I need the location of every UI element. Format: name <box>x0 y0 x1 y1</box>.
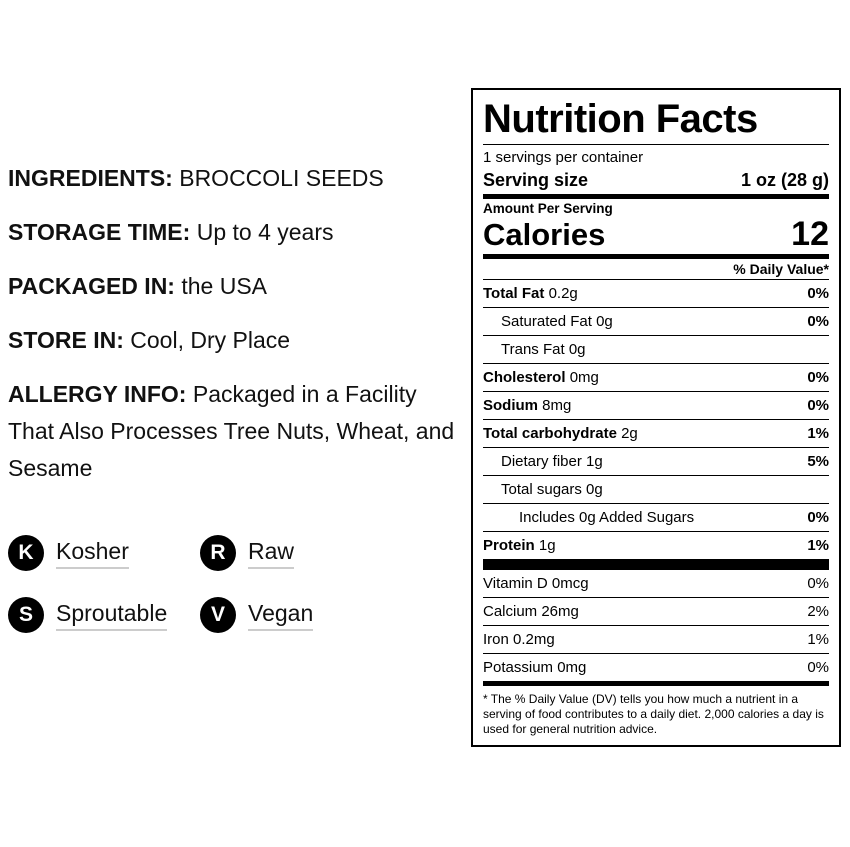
servings-per-container: 1 servings per container <box>483 149 644 166</box>
badge-label-raw: Raw <box>248 538 294 569</box>
nutrient-pct-dietary-fiber: 5% <box>807 453 829 470</box>
daily-value-footnote: * The % Daily Value (DV) tells you how much a nutrient in a serving of food contributes to a daily diet. 2,000 calories a day is used for general nutrition advice. <box>483 692 824 736</box>
calories-value: 12 <box>791 215 829 253</box>
badge-vegan <box>200 597 320 633</box>
nutrient-row-added-sugars <box>483 504 829 531</box>
info-label-store-in: STORE IN: <box>8 327 124 353</box>
nutrient-name-dietary-fiber: Dietary fiber 1g <box>501 453 603 470</box>
micronutrient-row-potassium <box>483 654 829 681</box>
nutrient-name-trans-fat: Trans Fat 0g <box>501 341 586 358</box>
info-value-ingredients: BROCCOLI SEEDS <box>179 165 384 191</box>
nutrient-name-total-sugars: Total sugars 0g <box>501 481 603 498</box>
product-info-panel <box>8 160 468 511</box>
nutrient-pct-total-fat: 0% <box>807 285 829 302</box>
sproutable-badge-icon: S <box>8 597 44 633</box>
info-value-storage-time: Up to 4 years <box>196 219 334 245</box>
nutrient-name-protein: Protein 1g <box>483 537 556 554</box>
info-line-store-in <box>8 322 468 359</box>
serving-size-row <box>483 169 829 194</box>
nutrient-row-sodium <box>483 392 829 419</box>
micronutrient-name-calcium: Calcium 26mg <box>483 603 579 620</box>
micronutrient-pct-vitamin-d: 0% <box>807 575 829 592</box>
info-value-packaged-in: the USA <box>181 273 268 299</box>
nutrient-pct-total-carbohydrate: 1% <box>807 425 829 442</box>
kosher-badge-icon: K <box>8 535 44 571</box>
daily-value-header: % Daily Value* <box>733 261 829 277</box>
info-line-packaged-in <box>8 268 468 305</box>
badge-sproutable <box>8 597 168 633</box>
info-label-storage-time: STORAGE TIME: <box>8 219 191 245</box>
micronutrient-name-vitamin-d: Vitamin D 0mcg <box>483 575 589 592</box>
micronutrient-name-iron: Iron 0.2mg <box>483 631 555 648</box>
micronutrient-row-calcium <box>483 598 829 625</box>
vegan-badge-icon: V <box>200 597 236 633</box>
nutrient-pct-protein: 1% <box>807 537 829 554</box>
nutrient-name-added-sugars: Includes 0g Added Sugars <box>519 509 695 526</box>
serving-size-value: 1 oz (28 g) <box>740 170 829 190</box>
badge-label-sproutable: Sproutable <box>56 600 167 631</box>
calories-row <box>483 216 829 254</box>
calories-label: Calories <box>483 217 606 252</box>
info-label-packaged-in: PACKAGED IN: <box>8 273 175 299</box>
nutrient-row-dietary-fiber <box>483 448 829 475</box>
nutrition-facts-panel <box>471 88 841 747</box>
nutrient-name-total-fat: Total Fat 0.2g <box>483 285 578 302</box>
badge-kosher <box>8 535 156 571</box>
nutrient-name-saturated-fat: Saturated Fat 0g <box>501 313 613 330</box>
nutrient-name-sodium: Sodium 8mg <box>483 397 572 414</box>
badge-label-vegan: Vegan <box>248 600 313 631</box>
info-line-allergy <box>8 376 468 487</box>
nutrient-row-cholesterol <box>483 364 829 391</box>
raw-badge-icon: R <box>200 535 236 571</box>
nutrient-name-total-carbohydrate: Total carbohydrate 2g <box>483 425 638 442</box>
nutrient-row-protein <box>483 532 829 559</box>
micronutrient-name-potassium: Potassium 0mg <box>483 659 587 676</box>
divider-protein <box>483 559 829 570</box>
nutrient-row-total-carbohydrate <box>483 420 829 447</box>
certification-badges <box>8 535 448 659</box>
info-line-ingredients <box>8 160 468 197</box>
nutrient-pct-added-sugars: 0% <box>807 509 829 526</box>
badge-raw <box>200 535 320 571</box>
micronutrient-pct-calcium: 2% <box>807 603 829 620</box>
info-label-ingredients: INGREDIENTS: <box>8 165 173 191</box>
nutrition-facts-title: Nutrition Facts <box>483 97 758 141</box>
nutrient-name-cholesterol: Cholesterol 0mg <box>483 369 599 386</box>
micronutrient-pct-potassium: 0% <box>807 659 829 676</box>
badge-row-bottom <box>8 597 448 633</box>
micronutrient-row-vitamin-d <box>483 570 829 597</box>
nutrient-row-total-sugars <box>483 476 829 503</box>
info-value-store-in: Cool, Dry Place <box>130 327 291 353</box>
nutrient-row-trans-fat <box>483 336 829 363</box>
nutrient-row-saturated-fat <box>483 308 829 335</box>
nutrient-pct-sodium: 0% <box>807 397 829 414</box>
micronutrient-row-iron <box>483 626 829 653</box>
micronutrient-pct-iron: 1% <box>807 631 829 648</box>
badge-row-top <box>8 535 448 571</box>
nutrient-pct-cholesterol: 0% <box>807 369 829 386</box>
info-line-storage-time <box>8 214 468 251</box>
info-label-allergy: ALLERGY INFO: <box>8 381 187 407</box>
nutrient-row-total-fat <box>483 280 829 307</box>
badge-label-kosher: Kosher <box>56 538 129 569</box>
amount-per-serving-label: Amount Per Serving <box>483 201 613 216</box>
serving-size-label: Serving size <box>483 170 589 190</box>
info-value-allergy: Packaged in a Facility That Also Processes Tree Nuts, Wheat, and Sesame <box>8 381 455 481</box>
nutrient-pct-saturated-fat: 0% <box>807 313 829 330</box>
